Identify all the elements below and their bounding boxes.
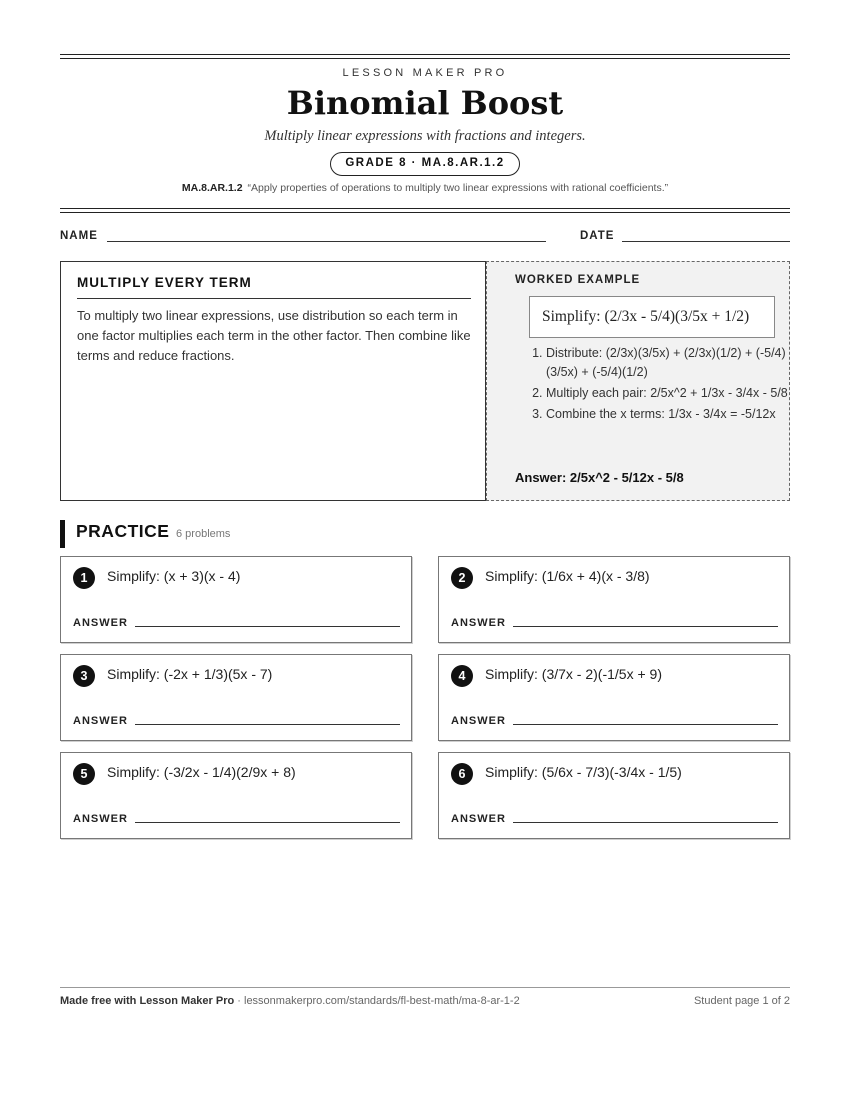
worksheet-page (60, 0, 790, 1100)
answer-line[interactable] (513, 626, 778, 627)
answer-label: ANSWER (451, 617, 506, 629)
footer-page-number: Student page 1 of 2 (693, 995, 790, 1007)
problem-prompt: Simplify: (3/7x - 2)(-1/5x + 9) (485, 666, 662, 682)
footer-rule (60, 987, 790, 988)
problem-card (438, 556, 790, 643)
standard-text: “Apply properties of operations to multiply two linear expressions with rational coefficients.” (247, 182, 669, 194)
answer-label: ANSWER (73, 715, 128, 727)
answer-label: ANSWER (451, 715, 506, 727)
grade-badge: GRADE 8 · MA.8.AR.1.2 (330, 152, 520, 176)
problem-number-badge: 2 (451, 567, 473, 589)
practice-title: PRACTICE (76, 521, 170, 541)
header-bottom-double-rule (60, 208, 790, 213)
answer-label: ANSWER (73, 813, 128, 825)
worked-example-problem: Simplify: (2/3x - 5/4)(3/5x + 1/2) (529, 296, 775, 338)
concept-heading: MULTIPLY EVERY TERM (77, 275, 252, 290)
worksheet-subtitle: Multiply linear expressions with fractions and integers. (264, 128, 586, 144)
problem-card (60, 654, 412, 741)
standard-code: MA.8.AR.1.2 (181, 182, 243, 194)
answer-line[interactable] (135, 626, 400, 627)
problem-number-badge: 1 (73, 567, 95, 589)
answer-line[interactable] (513, 822, 778, 823)
answer-line[interactable] (135, 724, 400, 725)
footer-credit (60, 995, 520, 1007)
worked-step: 3. Combine the x terms: 1/3x - 3/4x = -5/12x (546, 405, 794, 424)
problem-number-badge: 3 (73, 665, 95, 687)
worked-example-answer: Answer: 2/5x^2 - 5/12x - 5/8 (515, 470, 684, 485)
answer-label: ANSWER (73, 617, 128, 629)
problem-card (438, 654, 790, 741)
problem-card (60, 752, 412, 839)
name-field-line[interactable] (107, 241, 546, 242)
concept-box (60, 261, 486, 501)
worked-example-heading: WORKED EXAMPLE (515, 274, 641, 286)
brand-name: LESSON MAKER PRO (342, 67, 508, 79)
practice-accent-bar (60, 520, 65, 548)
worked-example-box (486, 261, 790, 501)
problem-number-badge: 5 (73, 763, 95, 785)
standard-description (60, 182, 790, 194)
footer-url: · lessonmakerpro.com/standards/fl-best-math/ma-8-ar-1-2 (234, 995, 520, 1007)
concept-heading-rule (77, 298, 471, 299)
worksheet-title: Binomial Boost (286, 84, 564, 122)
answer-line[interactable] (513, 724, 778, 725)
answer-label: ANSWER (451, 813, 506, 825)
problem-number-badge: 6 (451, 763, 473, 785)
problem-prompt: Simplify: (5/6x - 7/3)(-3/4x - 1/5) (485, 764, 682, 780)
worked-example-steps (529, 344, 794, 426)
top-double-rule (60, 54, 790, 59)
problem-card (60, 556, 412, 643)
worked-step: 1. Distribute: (2/3x)(3/5x) + (2/3x)(1/2) + (-5/4)(3/5x) + (-5/4)(1/2) (546, 344, 794, 382)
date-label: DATE (580, 230, 615, 242)
problem-prompt: Simplify: (-2x + 1/3)(5x - 7) (107, 666, 273, 682)
problem-prompt: Simplify: (x + 3)(x - 4) (107, 568, 241, 584)
answer-line[interactable] (135, 822, 400, 823)
name-label: NAME (60, 230, 98, 242)
worked-step: 2. Multiply each pair: 2/5x^2 + 1/3x - 3/4x - 5/8 (546, 384, 794, 403)
concept-body: To multiply two linear expressions, use distribution so each term in one factor multiplies each term in the other factor. Then combine like terms and reduce fractions. (77, 308, 471, 363)
practice-count: 6 problems (176, 528, 231, 540)
problem-prompt: Simplify: (1/6x + 4)(x - 3/8) (485, 568, 650, 584)
problem-card (438, 752, 790, 839)
footer-made-with: Made free with Lesson Maker Pro (60, 995, 235, 1007)
date-field-line[interactable] (622, 241, 790, 242)
problem-number-badge: 4 (451, 665, 473, 687)
problem-prompt: Simplify: (-3/2x - 1/4)(2/9x + 8) (107, 764, 296, 780)
